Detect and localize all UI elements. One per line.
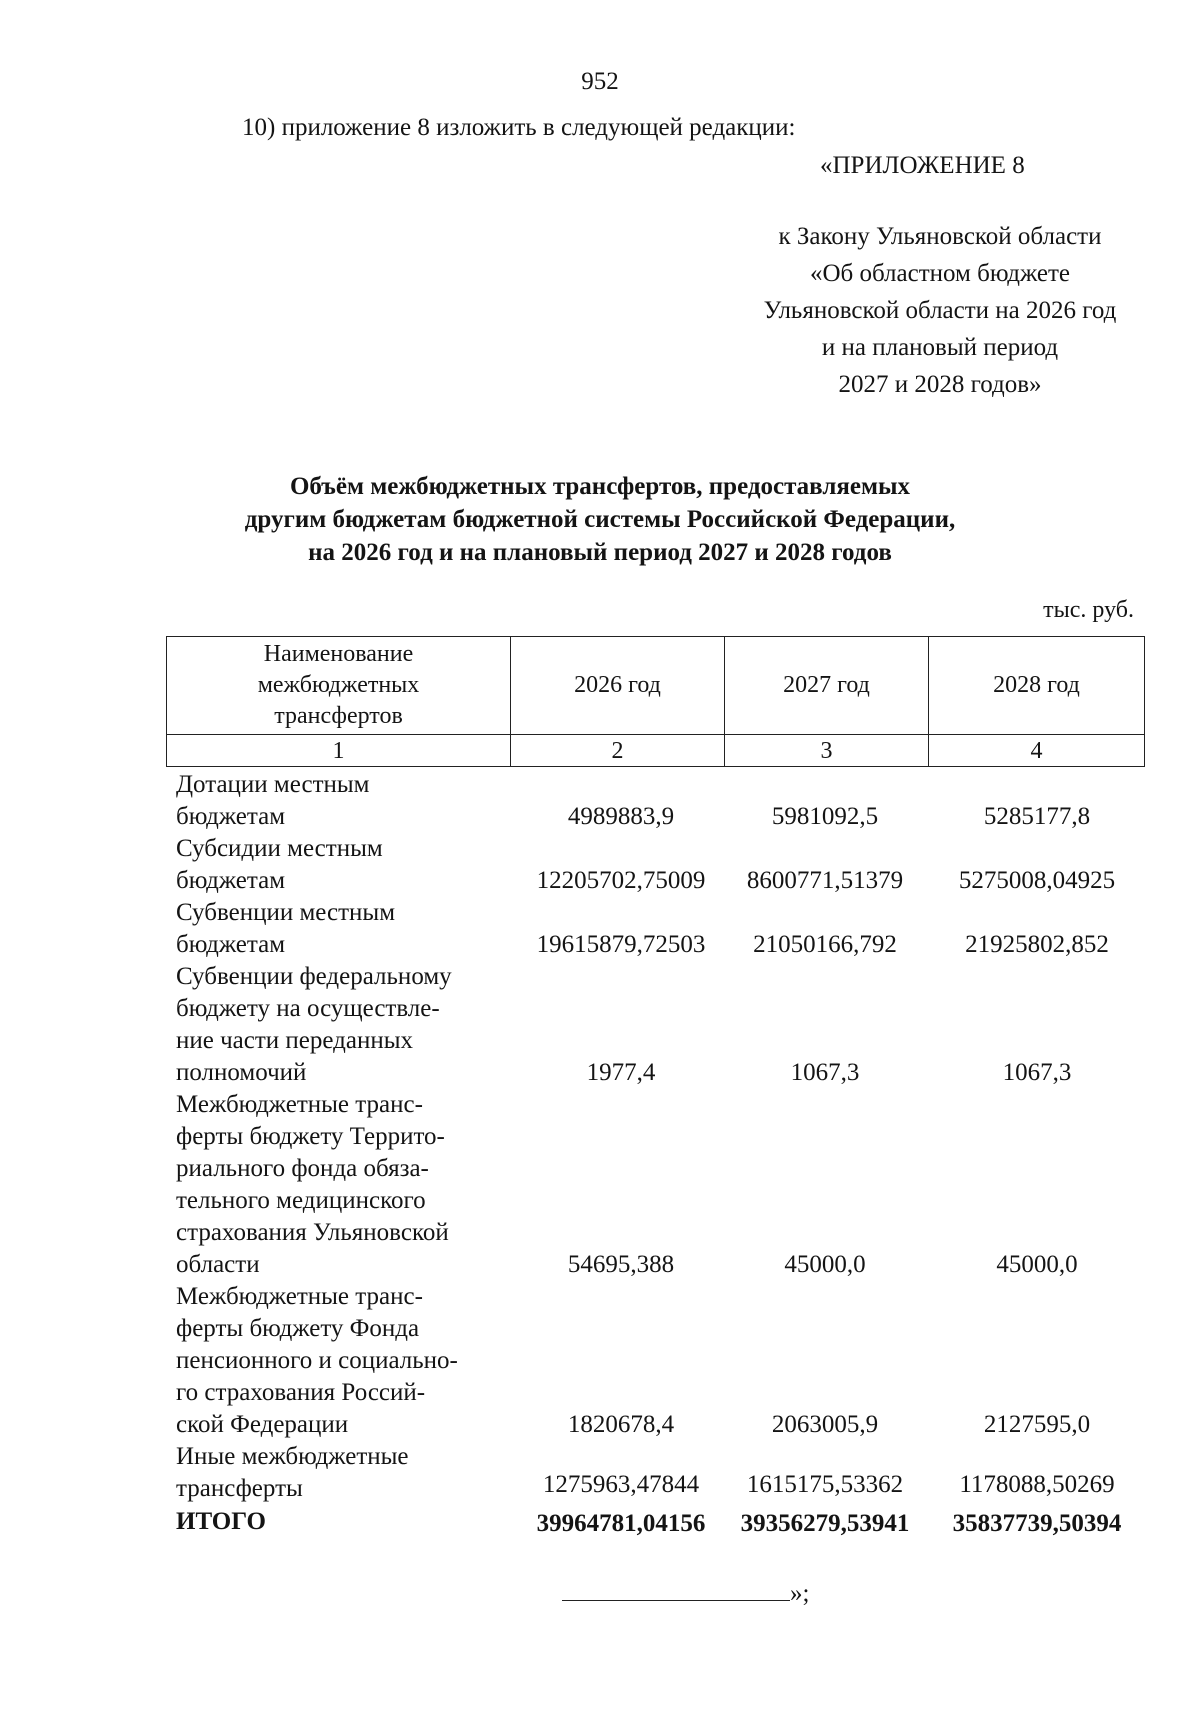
row-name-line: Иные межбюджетные <box>176 1443 409 1470</box>
value-2028: 45000,0 <box>996 1251 1078 1278</box>
table-title-line: на 2026 год и на плановый период 2027 и 2028 годов <box>308 539 892 566</box>
value-2026: 54695,388 <box>567 1251 675 1278</box>
table-row-other-transfers <box>176 1441 1166 1505</box>
value-2028: 5275008,04925 <box>958 867 1116 894</box>
row-name-line: Субсидии местным <box>176 835 383 862</box>
units-label: тыс. руб. <box>1043 597 1134 623</box>
row-name-line: трансферты <box>176 1475 303 1502</box>
row-name-line: риального фонда обяза- <box>176 1155 429 1182</box>
law-reference-line: 2027 и 2028 годов» <box>838 371 1042 398</box>
header-2027-cell: 2027 год <box>725 637 929 735</box>
row-name-line: страхования Ульяновской <box>176 1219 449 1246</box>
row-name-line: Межбюджетные транс- <box>176 1091 423 1118</box>
value-2027: 45000,0 <box>784 1251 866 1278</box>
total-2028: 35837739,50394 <box>952 1510 1122 1537</box>
table-title-line: другим бюджетам бюджетной системы Российской Федерации, <box>244 506 956 533</box>
table-title <box>140 470 1060 569</box>
value-2027: 8600771,51379 <box>746 867 904 894</box>
value-2027: 1067,3 <box>790 1059 860 1086</box>
value-2026: 1275963,47844 <box>542 1471 700 1498</box>
row-name-line: полномочий <box>176 1059 307 1086</box>
row-name-line: тельного медицинского <box>176 1187 426 1214</box>
value-2026: 1977,4 <box>586 1059 656 1086</box>
row-name-line: бюджетам <box>176 867 286 894</box>
row-name-line: ние части переданных <box>176 1027 414 1054</box>
table-header <box>166 636 1145 767</box>
row-name-line: ферты бюджету Террито- <box>176 1123 445 1150</box>
column-number-cell: 2 <box>511 735 725 767</box>
table-row-medical-insurance-fund <box>176 1089 1166 1281</box>
law-reference <box>710 218 1170 403</box>
row-name-line: бюджету на осуществле- <box>176 995 440 1022</box>
row-name-line: Субвенции местным <box>176 899 396 926</box>
row-name <box>176 897 516 961</box>
closing-mark <box>562 1580 809 1608</box>
row-name-line: го страхования Россий- <box>176 1379 426 1406</box>
row-name-line: пенсионного и социально- <box>176 1347 458 1374</box>
row-name <box>176 1089 516 1281</box>
value-2027: 21050166,792 <box>753 931 897 958</box>
table-row-total <box>176 1506 1166 1540</box>
row-name-line: области <box>176 1251 260 1278</box>
column-number-cell: 4 <box>929 735 1145 767</box>
row-name-line: Дотации местным <box>176 771 370 798</box>
value-2028: 5285177,8 <box>983 803 1091 830</box>
row-name <box>176 961 516 1089</box>
total-label: ИТОГО <box>176 1508 266 1535</box>
closing-underline <box>562 1580 790 1601</box>
law-reference-line: Ульяновской области на 2026 год <box>763 297 1117 324</box>
intro-paragraph: 10) приложение 8 изложить в следующей редакции: <box>242 114 796 141</box>
column-number-cell: 3 <box>725 735 929 767</box>
table-row-pension-fund <box>176 1281 1166 1441</box>
total-2026: 39964781,04156 <box>536 1510 706 1537</box>
header-name-line: межбюджетных <box>257 672 420 698</box>
header-name-cell <box>167 637 511 735</box>
row-name <box>176 769 516 833</box>
row-name-line: бюджетам <box>176 803 286 830</box>
header-2026-cell: 2026 год <box>511 637 725 735</box>
row-name <box>176 1441 516 1505</box>
value-2026: 19615879,72503 <box>536 931 706 958</box>
law-reference-line: к Закону Ульяновской области <box>778 223 1102 250</box>
value-2027: 2063005,9 <box>771 1411 879 1438</box>
row-name-line: ферты бюджету Фонда <box>176 1315 420 1342</box>
value-2026: 12205702,75009 <box>536 867 706 894</box>
law-reference-line: «Об областном бюджете <box>809 260 1071 287</box>
table-title-line: Объём межбюджетных трансфертов, предоставляемых <box>289 473 911 500</box>
value-2028: 2127595,0 <box>983 1411 1091 1438</box>
table-row-subventions-local <box>176 897 1166 961</box>
header-2028-cell: 2028 год <box>929 637 1145 735</box>
row-name-line: Межбюджетные транс- <box>176 1283 423 1310</box>
header-name-line: Наименование <box>263 641 414 667</box>
appendix-title: «ПРИЛОЖЕНИЕ 8 <box>820 152 1025 179</box>
value-2027: 1615175,53362 <box>746 1471 904 1498</box>
header-name-line: трансфертов <box>274 703 403 729</box>
value-2026: 1820678,4 <box>567 1411 675 1438</box>
page-number: 952 <box>581 68 619 95</box>
total-2027: 39356279,53941 <box>740 1510 910 1537</box>
row-name <box>176 833 516 897</box>
row-name-line: ской Федерации <box>176 1411 349 1438</box>
value-2028: 21925802,852 <box>965 931 1109 958</box>
value-2026: 4989883,9 <box>567 803 675 830</box>
column-number-cell: 1 <box>167 735 511 767</box>
value-2028: 1067,3 <box>1002 1059 1072 1086</box>
value-2028: 1178088,50269 <box>959 1471 1115 1498</box>
closing-quote: »; <box>790 1580 810 1607</box>
row-name <box>176 1281 516 1441</box>
row-name-line: Субвенции федеральному <box>176 963 452 990</box>
table-row-subsidies <box>176 833 1166 897</box>
row-name-line: бюджетам <box>176 931 286 958</box>
table-row-subventions-federal <box>176 961 1166 1089</box>
law-reference-line: и на плановый период <box>821 334 1059 361</box>
table-row-dotations <box>176 769 1166 833</box>
value-2027: 5981092,5 <box>771 803 879 830</box>
